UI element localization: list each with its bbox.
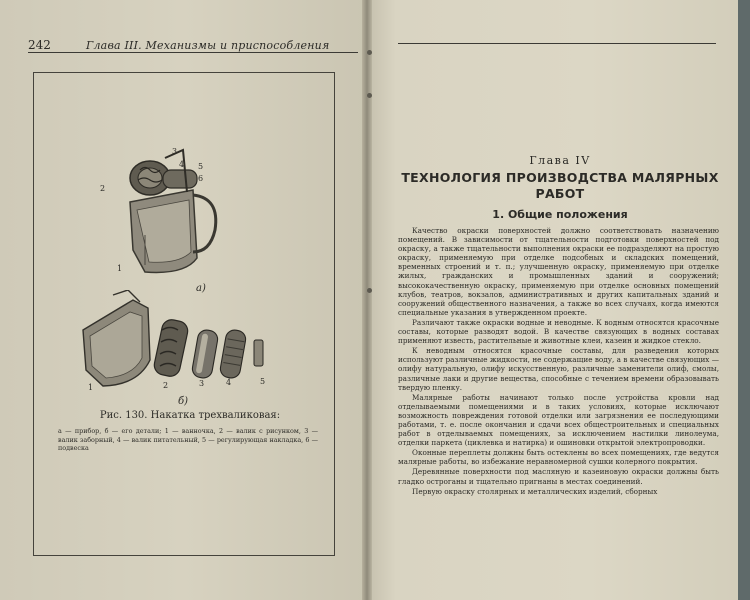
header-rule	[28, 52, 358, 53]
paragraph: Малярные работы начинают только после устройства кровли над отделываемыми помещениями и в таких условиях, которые исключают возможность повреждения готовой отделки или загрязнения ее последующими работами, т. е. после окончания и сдачи всех общестроительных и специальных работ в отделываемых помещениях, за исключением настилки линолеума, отделки паркета (циклевка и натирка) и ошиновки открытой электропроводки.	[398, 392, 719, 448]
background-edge	[738, 0, 750, 600]
figure-legend: а — прибор, б — его детали; 1 — ванночка, 2 — валик с рисунком, 3 — валик заборный, 4 — валик питательный, 5 — регулирующая накладка, 6 — подвеска	[58, 427, 318, 453]
running-head: Глава III. Механизмы и приспособления	[86, 39, 330, 52]
paragraph: Деревянные поверхности под масляную и казеиновую окраски должны быть гладко остроганы и тщательно пригнаны в местах соединений.	[398, 467, 719, 486]
section-title: 1. Общие положения	[492, 208, 628, 221]
figure-caption: Рис. 130. Накатка трехваликовая:	[99, 410, 281, 421]
header-rule-right	[398, 43, 716, 44]
paragraph: Различают также окраски водные и неводные. К водным относятся красочные составы, которые разводят водой. В качестве связующих в водных составах применяют известь, растительные и животные клеи, казеин и жидкое стекло.	[398, 317, 719, 346]
chapter-label: Глава IV	[529, 154, 591, 167]
fig-a-num-6: 6	[198, 174, 204, 183]
chapter-title	[395, 170, 725, 202]
figure-b-label: б)	[178, 396, 189, 407]
chapter-title-line2: РАБОТ	[535, 186, 585, 201]
book-spine	[362, 0, 372, 600]
figure-b-parts	[78, 290, 278, 395]
page-number: 242	[28, 38, 51, 52]
fig-b-num-5: 5	[260, 377, 266, 386]
figure-a-label: а)	[196, 283, 206, 294]
fig-a-num-4: 4	[179, 160, 185, 169]
fig-a-num-3: 3	[172, 147, 178, 156]
paragraph: Оконные переплеты должны быть остеклены во всех помещениях, где ведутся малярные работы, во избежание неравномерной сушки колерного покрытия.	[398, 448, 719, 467]
figure-a-device	[105, 140, 235, 290]
paragraph: Качество окраски поверхностей должно соответствовать назначению помещений. В зависимости от тщательности подготовки поверхностей под окраску, а также тщательности выполнения окраски ее подразделяют на простую окраску, применяемую при отделке подсобных и складских помещений, временных строений и т. п.; улучшенную окраску, применяемую при отделке жилых, гражданских и промышленных зданий и сооружений; высококачественную окраску, применяемую при отделке основных помещений клубов, театров, вокзалов, административных и других капитальных зданий и сооружений общественного назначения, а также во всех случаях, когда имеются специальные указания в утвержденном проекте.	[398, 226, 719, 317]
paragraph: Первую окраску столярных и металлических изделий, сборных	[412, 486, 658, 496]
paragraph: К неводным относятся красочные составы, для разведения которых используют различные жидкости, не содержащие воду, а в качестве связующих — олифу натуральную, олифу искусственную, различные заменители олиф, смолы, различные лаки и другие вещества, способные с течением времени образовывать твердую пленку.	[398, 346, 719, 392]
chapter-title-line1: ТЕХНОЛОГИЯ ПРОИЗВОДСТВА МАЛЯРНЫХ	[401, 170, 719, 185]
fig-b-num-4: 4	[226, 378, 232, 387]
fig-a-num-1: 1	[117, 264, 123, 273]
fig-b-num-1: 1	[88, 383, 94, 392]
fig-a-num-5: 5	[198, 162, 204, 171]
body-text	[398, 226, 719, 496]
fig-a-num-2: 2	[100, 184, 106, 193]
fig-b-num-3: 3	[199, 379, 205, 388]
fig-b-num-2: 2	[163, 381, 169, 390]
